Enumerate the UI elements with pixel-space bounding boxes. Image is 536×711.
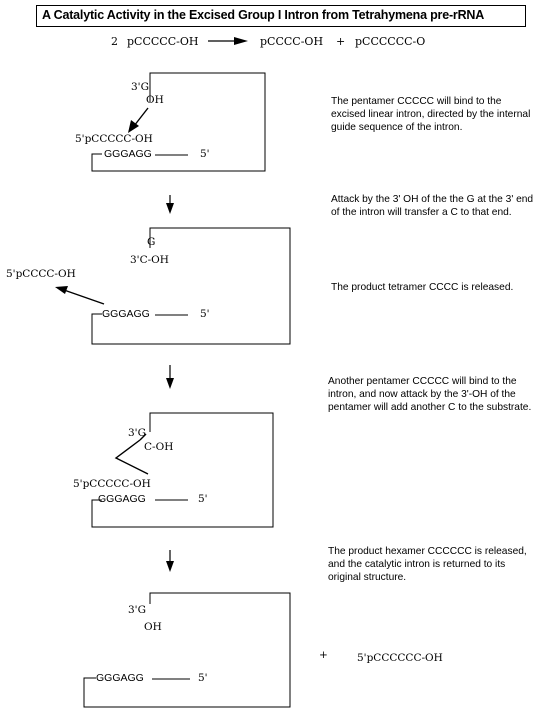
step1-substrate: 5'pCCCCC-OH — [75, 133, 153, 145]
step3-igs: GGGAGG — [98, 493, 146, 505]
step1-oh: OH — [146, 94, 164, 106]
diagram-title: A Catalytic Activity in the Excised Group I Intron from Tetrahymena pre-rRNA — [42, 8, 485, 22]
step2-3prime-c-oh: 3'C-OH — [130, 254, 169, 266]
equation-product-1: pCCCC-OH — [260, 35, 324, 48]
down-arrow-1 — [166, 195, 174, 214]
step1-5prime: 5' — [200, 148, 210, 160]
step4-3prime-g: 3'G — [128, 604, 146, 616]
step2-igs: GGGAGG — [102, 308, 150, 320]
down-arrow-2 — [166, 365, 174, 389]
step2-released-tetramer: 5'pCCCC-OH — [6, 268, 76, 280]
step3-description: Another pentamer CCCCC will bind to the intron, and now attack by the 3'-OH of the pentamer will add another C to the substrate. — [328, 376, 532, 413]
step2-release-description: The product tetramer CCCC is released. — [331, 282, 514, 293]
attack-arrow-3 — [116, 434, 148, 474]
step4-product-hexamer: 5'pCCCCCC-OH — [357, 652, 443, 664]
equation-product-2: pCCCCCC-O — [355, 35, 426, 48]
attack-arrow-1 — [128, 108, 148, 133]
step2-g: G — [147, 236, 156, 248]
step4-oh: OH — [144, 621, 162, 633]
step3-c-oh: C-OH — [144, 441, 174, 453]
step4-igs: GGGAGG — [96, 672, 144, 684]
intron-loop-2 — [92, 228, 290, 344]
down-arrow-3 — [166, 550, 174, 572]
equation-coefficient: 2 — [111, 35, 118, 48]
step4-plus: + — [319, 649, 328, 661]
step3-substrate: 5'pCCCCC-OH — [73, 478, 151, 490]
step2-5prime: 5' — [200, 308, 210, 320]
step1-3prime-g: 3'G — [131, 81, 149, 93]
step4-description: The product hexamer CCCCCC is released, and the catalytic intron is returned to its original structure. — [328, 546, 527, 583]
step3-5prime: 5' — [198, 493, 208, 505]
equation-arrow — [208, 37, 248, 45]
step3-3prime-g: 3'G — [128, 427, 146, 439]
equation-plus: + — [336, 35, 346, 48]
equation-reactant: pCCCCC-OH — [127, 35, 199, 48]
step2-description: Attack by the 3' OH of the the G at the 3' end of the intron will transfer a C to that end. — [331, 194, 534, 218]
intron-loop-3 — [92, 413, 273, 527]
step1-igs: GGGAGG — [104, 148, 152, 160]
step1-description: The pentamer CCCCC will bind to the excised linear intron, directed by the internal guide sequence of the intron. — [331, 96, 531, 133]
release-arrow — [55, 286, 104, 304]
step4-5prime: 5' — [198, 672, 208, 684]
intron-loop-4 — [84, 593, 290, 707]
